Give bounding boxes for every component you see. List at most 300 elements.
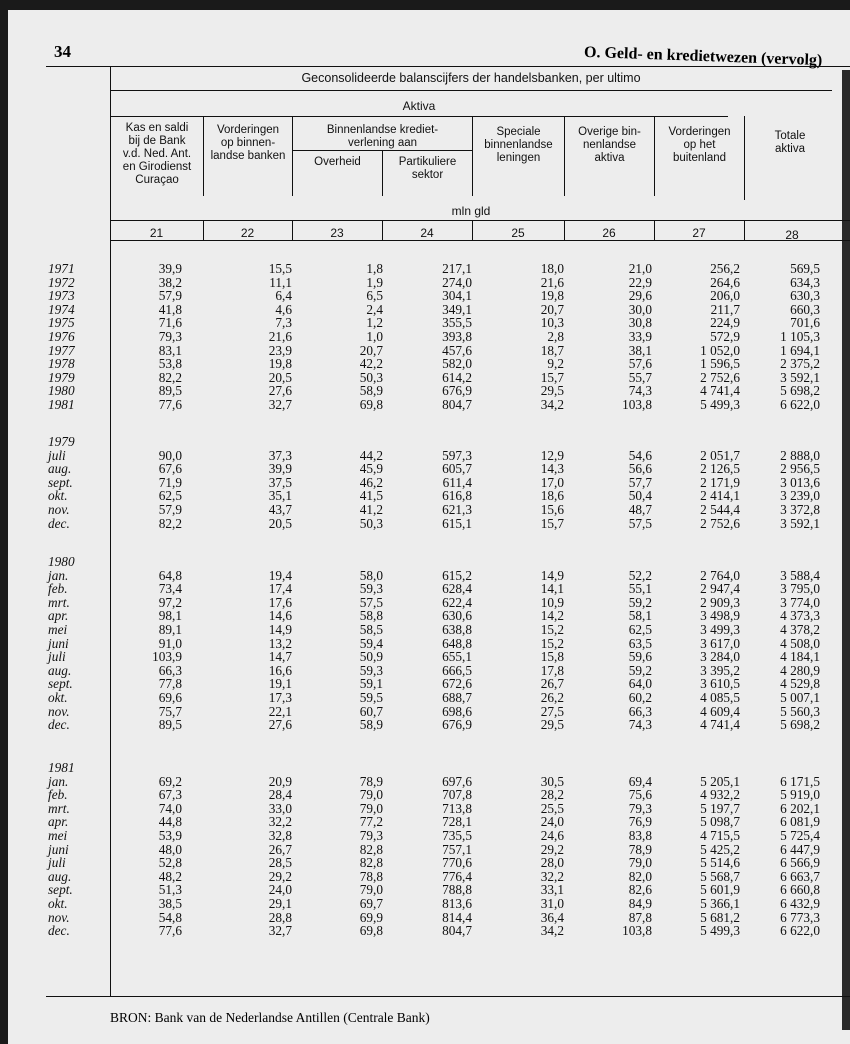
- row-label: jan.: [48, 567, 69, 583]
- cell-col24: 672,6: [442, 676, 472, 692]
- cell-col24: 788,8: [442, 882, 472, 898]
- cell-col26: 30,0: [628, 301, 652, 317]
- cell-col27: 2 752,6: [700, 515, 740, 531]
- cell-col27: 3 284,0: [700, 649, 740, 665]
- cell-col23: 59,3: [359, 581, 383, 597]
- cell-col26: 87,8: [628, 909, 652, 925]
- cell-col28: 3 372,8: [780, 501, 820, 517]
- row-label: okt.: [48, 689, 68, 705]
- cell-col23: 79,0: [359, 882, 383, 898]
- col4-header: [383, 156, 472, 182]
- cell-col25: 14,1: [540, 581, 564, 597]
- cell-col22: 32,7: [268, 396, 292, 412]
- binnenlandse-header: [293, 124, 472, 150]
- cell-col28: 4 529,8: [780, 676, 820, 692]
- cell-col22: 28,4: [268, 787, 292, 803]
- table-bottom-rule: [46, 996, 850, 997]
- table-row: [8, 357, 850, 371]
- cell-col24: 728,1: [442, 814, 472, 830]
- binnenlandse-header-line: Binnenlandse krediet-: [326, 124, 439, 136]
- row-label: 1981: [48, 396, 75, 412]
- col2-header-line: op binnen-: [220, 137, 276, 149]
- cell-col28: 2 956,5: [780, 461, 820, 477]
- table-row: [8, 384, 850, 398]
- cell-col25: 28,2: [540, 787, 564, 803]
- cell-col25: 21,6: [540, 274, 564, 290]
- cell-col23: 2,4: [366, 301, 383, 317]
- row-label: mrt.: [48, 800, 70, 816]
- row-label: 1973: [48, 288, 75, 304]
- cell-col24: 355,5: [442, 315, 472, 331]
- row-label: aug.: [48, 868, 72, 884]
- table-row: [8, 924, 850, 938]
- cell-col24: 804,7: [442, 396, 472, 412]
- col7-header-line: Vorderingen: [668, 126, 731, 138]
- table-row: [8, 476, 850, 490]
- cell-col28: 5 560,3: [780, 703, 820, 719]
- cell-col23: 60,7: [359, 703, 383, 719]
- cell-col22: 14,6: [268, 608, 292, 624]
- cell-col23: 82,8: [359, 841, 383, 857]
- cell-col27: 5 197,7: [700, 800, 740, 816]
- cell-col22: 19,1: [268, 676, 292, 692]
- cell-col25: 36,4: [540, 909, 564, 925]
- table-row: [8, 503, 850, 517]
- table-row: [8, 788, 850, 802]
- cell-col26: 54,6: [628, 447, 652, 463]
- cell-col21: 89,1: [158, 621, 182, 637]
- cell-col23: 1,0: [366, 328, 383, 344]
- cell-col23: 82,8: [359, 855, 383, 871]
- cell-col26: 103,8: [622, 923, 652, 939]
- cell-col24: 757,1: [442, 841, 472, 857]
- table-row: [8, 517, 850, 531]
- table-row: [8, 398, 850, 412]
- page-number: 34: [54, 42, 71, 61]
- cell-col23: 50,3: [359, 369, 383, 385]
- cell-col23: 79,0: [359, 787, 383, 803]
- row-label: apr.: [48, 814, 69, 830]
- cell-col24: 813,6: [442, 895, 472, 911]
- cell-col27: 3 499,3: [700, 621, 740, 637]
- cell-col28: 1 105,3: [780, 328, 820, 344]
- cell-col27: 4 741,4: [700, 717, 740, 733]
- cell-col24: 616,8: [442, 488, 472, 504]
- cell-col28: 2 888,0: [780, 447, 820, 463]
- cell-col21: 69,6: [158, 689, 182, 705]
- cell-col23: 45,9: [359, 461, 383, 477]
- cell-col27: 5 425,2: [700, 841, 740, 857]
- table-row: [8, 330, 850, 344]
- cell-col25: 24,0: [540, 814, 564, 830]
- cell-col22: 19,8: [268, 356, 292, 372]
- cell-col27: 2 764,0: [700, 567, 740, 583]
- cell-col27: 2 414,1: [700, 488, 740, 504]
- cell-col22: 11,1: [269, 274, 292, 290]
- cell-col21: 74,0: [158, 800, 182, 816]
- cell-col21: 98,1: [158, 608, 182, 624]
- cell-col23: 69,9: [359, 909, 383, 925]
- col8-header-line: aktiva: [774, 143, 806, 155]
- table-row: [8, 555, 850, 569]
- cell-col21: 53,9: [158, 827, 182, 843]
- cell-col24: 304,1: [442, 288, 472, 304]
- cell-col22: 29,1: [268, 895, 292, 911]
- block-1981: [8, 761, 850, 938]
- cell-col21: 91,0: [158, 635, 182, 651]
- table-row: [8, 623, 850, 637]
- cell-col21: 38,5: [158, 895, 182, 911]
- col1-header-line: bij de Bank: [128, 135, 186, 147]
- col7-header-line: buitenland: [672, 152, 727, 164]
- cell-col26: 52,2: [628, 567, 652, 583]
- row-label: juli: [48, 649, 66, 665]
- cell-col26: 78,9: [628, 841, 652, 857]
- table-row: [8, 489, 850, 503]
- annual-block: [8, 262, 850, 412]
- cell-col26: 57,5: [628, 515, 652, 531]
- cell-col21: 67,6: [158, 461, 182, 477]
- cell-col24: 804,7: [442, 923, 472, 939]
- cell-col28: 4 373,3: [780, 608, 820, 624]
- unit-label: mln gld: [451, 204, 491, 218]
- cell-col21: 79,3: [158, 328, 182, 344]
- cell-col25: 17,8: [540, 662, 564, 678]
- cell-col25: 34,2: [540, 923, 564, 939]
- cell-col22: 17,6: [268, 594, 292, 610]
- row-label: mei: [48, 621, 68, 637]
- cell-col23: 50,3: [359, 515, 383, 531]
- cell-col21: 48,0: [158, 841, 182, 857]
- cell-col28: 4 280,9: [780, 662, 820, 678]
- cell-col22: 20,5: [268, 515, 292, 531]
- aktiva-label: Aktiva: [402, 99, 436, 113]
- col2-header: [204, 124, 292, 163]
- col5-header-line: leningen: [496, 152, 541, 164]
- table-row: [8, 883, 850, 897]
- table-row: [8, 262, 850, 276]
- cell-col24: 814,4: [442, 909, 472, 925]
- cell-col26: 33,9: [628, 328, 652, 344]
- column-number: 21: [149, 226, 164, 240]
- row-label: jan.: [48, 773, 69, 789]
- row-label: juli: [48, 447, 66, 463]
- table-row: [8, 435, 850, 449]
- cell-col23: 78,9: [359, 773, 383, 789]
- cell-col25: 17,0: [540, 474, 564, 490]
- cell-col26: 63,5: [628, 635, 652, 651]
- cell-col23: 1,8: [366, 261, 383, 276]
- year-heading: 1979: [48, 434, 75, 449]
- cell-col25: 10,9: [540, 594, 564, 610]
- cell-col24: 638,8: [442, 621, 472, 637]
- cell-col28: 6 660,8: [780, 882, 820, 898]
- cell-col25: 26,2: [540, 689, 564, 705]
- cell-col21: 73,4: [158, 581, 182, 597]
- table-row: [8, 664, 850, 678]
- cell-col23: 79,3: [359, 827, 383, 843]
- cell-col22: 16,6: [268, 662, 292, 678]
- cell-col24: 393,8: [442, 328, 472, 344]
- table-row: [8, 582, 850, 596]
- cell-col27: 2 947,4: [700, 581, 740, 597]
- row-label: nov.: [48, 703, 70, 719]
- cell-col25: 18,6: [540, 488, 564, 504]
- cell-col22: 7,3: [275, 315, 292, 331]
- cell-col25: 28,0: [540, 855, 564, 871]
- cell-col21: 77,8: [158, 676, 182, 692]
- cell-col28: 701,6: [790, 315, 820, 331]
- cell-col27: 3 610,5: [700, 676, 740, 692]
- col7-header: [655, 126, 744, 165]
- cell-col24: 274,0: [442, 274, 472, 290]
- col4-header-line: Partikuliere: [398, 156, 457, 168]
- title-rule: [110, 90, 832, 91]
- row-label: dec.: [48, 923, 70, 939]
- cell-col21: 54,8: [158, 909, 182, 925]
- table-row: [8, 843, 850, 857]
- cell-col24: 621,3: [442, 501, 472, 517]
- cell-col26: 50,4: [628, 488, 652, 504]
- table-row: [8, 761, 850, 775]
- cell-col27: 5 499,3: [700, 923, 740, 939]
- cell-col26: 74,3: [628, 717, 652, 733]
- cell-col25: 26,7: [540, 676, 564, 692]
- cell-col28: 6 432,9: [780, 895, 820, 911]
- cell-col25: 14,9: [540, 567, 564, 583]
- row-label: dec.: [48, 515, 70, 531]
- cell-col22: 14,9: [268, 621, 292, 637]
- cell-col25: 33,1: [540, 882, 564, 898]
- cell-col23: 58,9: [359, 383, 383, 399]
- cell-col26: 55,7: [628, 369, 652, 385]
- cell-col22: 20,5: [268, 369, 292, 385]
- cell-col25: 15,2: [540, 635, 564, 651]
- row-label: 1979: [48, 369, 75, 385]
- cell-col23: 44,2: [359, 447, 383, 463]
- cell-col23: 78,8: [359, 868, 383, 884]
- row-label: feb.: [48, 787, 68, 803]
- cell-col26: 79,3: [628, 800, 652, 816]
- row-label: 1975: [48, 315, 75, 331]
- cell-col21: 77,6: [158, 923, 182, 939]
- cell-col25: 15,7: [540, 515, 564, 531]
- cell-col28: 660,3: [790, 301, 820, 317]
- cell-col24: 597,3: [442, 447, 472, 463]
- cell-col27: 5 499,3: [700, 396, 740, 412]
- row-label: apr.: [48, 608, 69, 624]
- cell-col28: 5 698,2: [780, 383, 820, 399]
- cell-col26: 75,6: [628, 787, 652, 803]
- cell-col25: 14,3: [540, 461, 564, 477]
- cell-col22: 27,6: [268, 383, 292, 399]
- cell-col21: 57,9: [158, 288, 182, 304]
- cell-col21: 53,8: [158, 356, 182, 372]
- cell-col25: 20,7: [540, 301, 564, 317]
- cell-col23: 77,2: [359, 814, 383, 830]
- row-label: aug.: [48, 461, 72, 477]
- cell-col21: 103,9: [152, 649, 182, 665]
- row-label: 1976: [48, 328, 75, 344]
- cell-col27: 264,6: [710, 274, 740, 290]
- cell-col27: 206,0: [710, 288, 740, 304]
- table-row: [8, 596, 850, 610]
- table-row: [8, 897, 850, 911]
- cell-col25: 12,9: [540, 447, 564, 463]
- cell-col27: 572,9: [710, 328, 740, 344]
- cell-col23: 58,0: [359, 567, 383, 583]
- col1-header-line: v.d. Ned. Ant.: [122, 148, 192, 160]
- cell-col26: 48,7: [628, 501, 652, 517]
- table-row: [8, 289, 850, 303]
- row-label: dec.: [48, 717, 70, 733]
- cell-col26: 22,9: [628, 274, 652, 290]
- cell-col25: 34,2: [540, 396, 564, 412]
- cell-col21: 69,2: [158, 773, 182, 789]
- cell-col24: 217,1: [442, 261, 472, 276]
- cell-col27: 5 205,1: [700, 773, 740, 789]
- row-label: nov.: [48, 501, 70, 517]
- col-divider-7: [744, 116, 745, 200]
- column-number: 25: [511, 226, 525, 240]
- cell-col23: 1,2: [366, 315, 383, 331]
- cell-col23: 69,7: [359, 895, 383, 911]
- table-title: Geconsolideerde balanscijfers der handelsbanken, per ultimo: [301, 71, 641, 85]
- cell-col21: 82,2: [158, 369, 182, 385]
- row-label: sept.: [48, 882, 73, 898]
- cell-col21: 38,2: [158, 274, 182, 290]
- table-row: [8, 569, 850, 583]
- cell-col25: 24,6: [540, 827, 564, 843]
- cell-col21: 71,9: [158, 474, 182, 490]
- year-heading: 1980: [48, 554, 75, 569]
- cell-col24: 735,5: [442, 827, 472, 843]
- table-row: [8, 677, 850, 691]
- cell-col28: 3 774,0: [780, 594, 820, 610]
- cell-col26: 59,2: [628, 662, 652, 678]
- cell-col26: 82,0: [628, 868, 652, 884]
- chapter-title: O. Geld- en kredietwezen (vervolg): [583, 43, 823, 70]
- cell-col26: 21,0: [628, 261, 652, 276]
- column-number: 28: [785, 228, 799, 242]
- cell-col22: 35,1: [268, 488, 292, 504]
- cell-col25: 15,7: [540, 369, 564, 385]
- cell-col24: 713,8: [442, 800, 472, 816]
- cell-col25: 10,3: [540, 315, 564, 331]
- cell-col22: 17,4: [268, 581, 292, 597]
- cell-col28: 4 378,2: [780, 621, 820, 637]
- cell-col22: 22,1: [268, 703, 292, 719]
- cell-col27: 4 085,5: [700, 689, 740, 705]
- cell-col27: 2 051,7: [700, 447, 740, 463]
- cell-col26: 29,6: [628, 288, 652, 304]
- cell-col24: 666,5: [442, 662, 472, 678]
- year-heading: 1981: [48, 760, 75, 775]
- cell-col26: 55,1: [628, 581, 652, 597]
- cell-col28: 6 773,3: [780, 909, 820, 925]
- table-row: [8, 637, 850, 651]
- table-row: [8, 815, 850, 829]
- cell-col27: 3 498,9: [700, 608, 740, 624]
- col6-header-line: Overige bin-: [578, 126, 641, 138]
- cell-col28: 6 202,1: [780, 800, 820, 816]
- cell-col21: 41,8: [158, 301, 182, 317]
- cell-col26: 83,8: [628, 827, 652, 843]
- col4-header-line: sektor: [411, 169, 444, 181]
- col5-header-line: binnenlandse: [484, 139, 553, 151]
- cell-col27: 5 681,2: [700, 909, 740, 925]
- cell-col26: 84,9: [628, 895, 652, 911]
- cell-col26: 74,3: [628, 383, 652, 399]
- cell-col24: 698,6: [442, 703, 472, 719]
- row-label: nov.: [48, 909, 70, 925]
- cell-col23: 58,5: [359, 621, 383, 637]
- cell-col22: 6,4: [275, 288, 292, 304]
- col1-header-line: en Girodienst: [122, 161, 192, 173]
- cell-col25: 31,0: [540, 895, 564, 911]
- cell-col27: 3 617,0: [700, 635, 740, 651]
- cell-col21: 77,6: [158, 396, 182, 412]
- cell-col28: 1 694,1: [780, 342, 820, 358]
- cell-col24: 349,1: [442, 301, 472, 317]
- cell-col28: 3 592,1: [780, 515, 820, 531]
- cell-col27: 4 741,4: [700, 383, 740, 399]
- cell-col28: 3 588,4: [780, 567, 820, 583]
- cell-col21: 75,7: [158, 703, 182, 719]
- block-1980: [8, 555, 850, 732]
- cell-col21: 82,2: [158, 515, 182, 531]
- col7-header-line: op het: [683, 139, 716, 151]
- table-row: [8, 316, 850, 330]
- cell-col23: 20,7: [359, 342, 383, 358]
- cell-col22: 32,2: [268, 814, 292, 830]
- cell-col28: 5 919,0: [780, 787, 820, 803]
- cell-col25: 9,2: [547, 356, 564, 372]
- col5-header: [473, 126, 564, 165]
- table-row: [8, 829, 850, 843]
- cell-col22: 24,0: [268, 882, 292, 898]
- cell-col28: 5 698,2: [780, 717, 820, 733]
- cell-col26: 76,9: [628, 814, 652, 830]
- cell-col27: 5 568,7: [700, 868, 740, 884]
- cell-col21: 44,8: [158, 814, 182, 830]
- cell-col27: 1 052,0: [700, 342, 740, 358]
- cell-col22: 23,9: [268, 342, 292, 358]
- cell-col25: 29,2: [540, 841, 564, 857]
- cell-col25: 30,5: [540, 773, 564, 789]
- col5-header-line: Speciale: [496, 126, 541, 138]
- cell-col21: 71,6: [158, 315, 182, 331]
- unit-rule: [110, 220, 850, 221]
- cell-col28: 6 663,7: [780, 868, 820, 884]
- col8-header: [745, 130, 835, 156]
- cell-col27: 3 395,2: [700, 662, 740, 678]
- row-label: juni: [48, 841, 69, 857]
- cell-col26: 82,6: [628, 882, 652, 898]
- cell-col28: 6 622,0: [780, 923, 820, 939]
- table-top-rule: [46, 66, 850, 67]
- cell-col27: 5 514,6: [700, 855, 740, 871]
- table-row: [8, 691, 850, 705]
- cell-col27: 2 752,6: [700, 369, 740, 385]
- cell-col22: 37,3: [268, 447, 292, 463]
- cell-col27: 4 609,4: [700, 703, 740, 719]
- cell-col22: 39,9: [268, 461, 292, 477]
- cell-col27: 2 126,5: [700, 461, 740, 477]
- colnum-rule: [110, 240, 850, 241]
- row-label: aug.: [48, 662, 72, 678]
- column-number: 26: [602, 226, 616, 240]
